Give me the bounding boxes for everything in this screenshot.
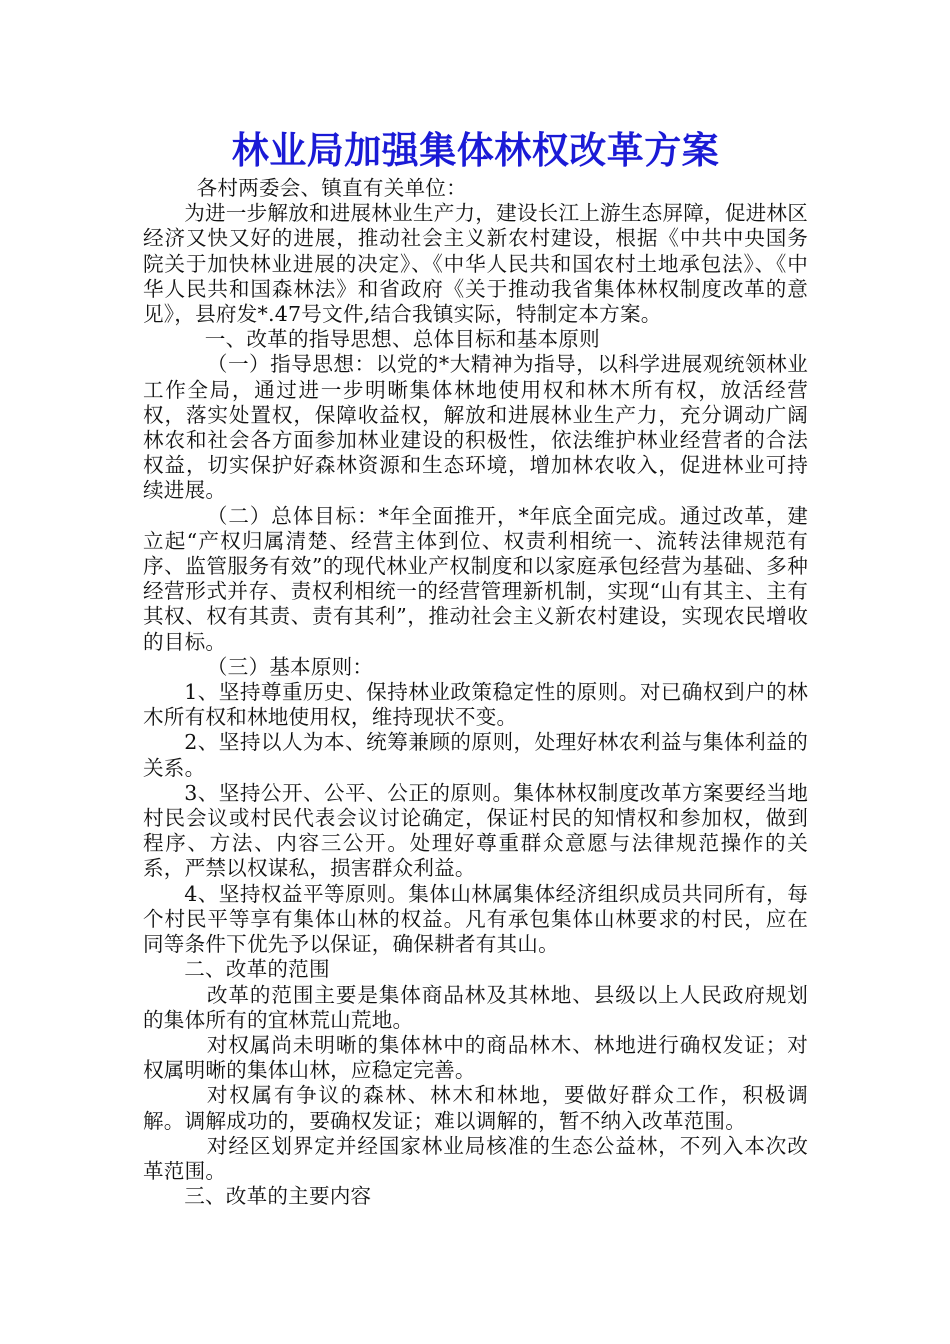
paragraph: 改革的范围主要是集体商品林及其林地、县级以上人民政府规划的集体所有的宜林荒山荒地。 (143, 982, 808, 1032)
paragraph: 2、坚持以人为本、统筹兼顾的原则，处理好林农利益与集体利益的关系。 (143, 730, 808, 780)
salutation: 各村两委会、镇直有关单位： (196, 176, 467, 200)
paragraph: 1、坚持尊重历史、保持林业政策稳定性的原则。对已确权到户的林木所有权和林地使用权，维持现状不变。 (143, 680, 808, 730)
document-page (143, 128, 808, 1209)
paragraph: （一）指导思想：以党的*大精神为指导，以科学进展观统领林业工作全局，通过进一步明晰集体林地使用权和林木所有权，放活经营权，落实处置权，保障收益权，解放和进展林业生产力，充分调动广阔林农和社会各方面参加林业建设的积极性，依法维护林业经营者的合法权益，切实保护好森林资源和生态环境，增加林农收入，促进林业可持续进展。 (143, 352, 808, 503)
section-heading: 一、改革的指导思想、总体目标和基本原则 (204, 327, 600, 352)
paragraph: 对权属尚未明晰的集体林中的商品林木、林地进行确权发证；对权属明晰的集体山林，应稳定完善。 (143, 1032, 808, 1083)
paragraph: 3、坚持公开、公平、公正的原则。集体林权制度改革方案要经当地村民会议或村民代表会议讨论确定，保证村民的知情权和参加权，做到程序、方法、内容三公开。处理好尊重群众意愿与法律规范操作的关系，严禁以权谋私，损害群众利益。 (143, 780, 808, 881)
paragraph: 对权属有争议的森林、林木和林地，要做好群众工作，积极调解。调解成功的，要确权发证；难以调解的，暂不纳入改革范围。 (143, 1083, 808, 1133)
document-title: 林业局加强集体林权改革方案 (231, 129, 720, 172)
paragraph: （三）基本原则： (206, 654, 374, 679)
paragraph: 4、坚持权益平等原则。集体山林属集体经济组织成员共同所有，每个村民平等享有集体山林的权益。凡有承包集体山林要求的村民，应在同等条件下优先予以保证，确保耕者有其山。 (143, 881, 808, 957)
paragraph: 二、改革的范围 (184, 957, 330, 982)
paragraph: （二）总体目标：*年全面推开，*年底全面完成。通过改革，建立起“产权归属清楚、经营主体到位、权责利相统一、流转法律规范有序、监管服务有效”的现代林业产权制度和以家庭承包经营为基础、多种经营形式并存、责权利相统一的经营管理新机制，实现“山有其主、主有其权、权有其责、责有其利”，推动社会主义新农村建设，实现农民增收的目标。 (143, 503, 808, 654)
paragraph: 对经区划界定并经国家林业局核准的生态公益林，不列入本次改革范围。 (143, 1133, 808, 1183)
paragraph: 三、改革的主要内容 (184, 1184, 372, 1209)
paragraph: 为进一步解放和进展林业生产力，建设长江上游生态屏障，促进林区经济又快又好的进展，推动社会主义新农村建设，根据《中共中央国务院关于加快林业进展的决定》、《中华人民共和国农村土地承包法》、《中华人民共和国森林法》和省政府《关于推动我省集体林权制度改革的意见》，县府发*.47号文件,结合我镇实际，特制定本方案。 (143, 201, 808, 327)
document-body (143, 201, 808, 1209)
